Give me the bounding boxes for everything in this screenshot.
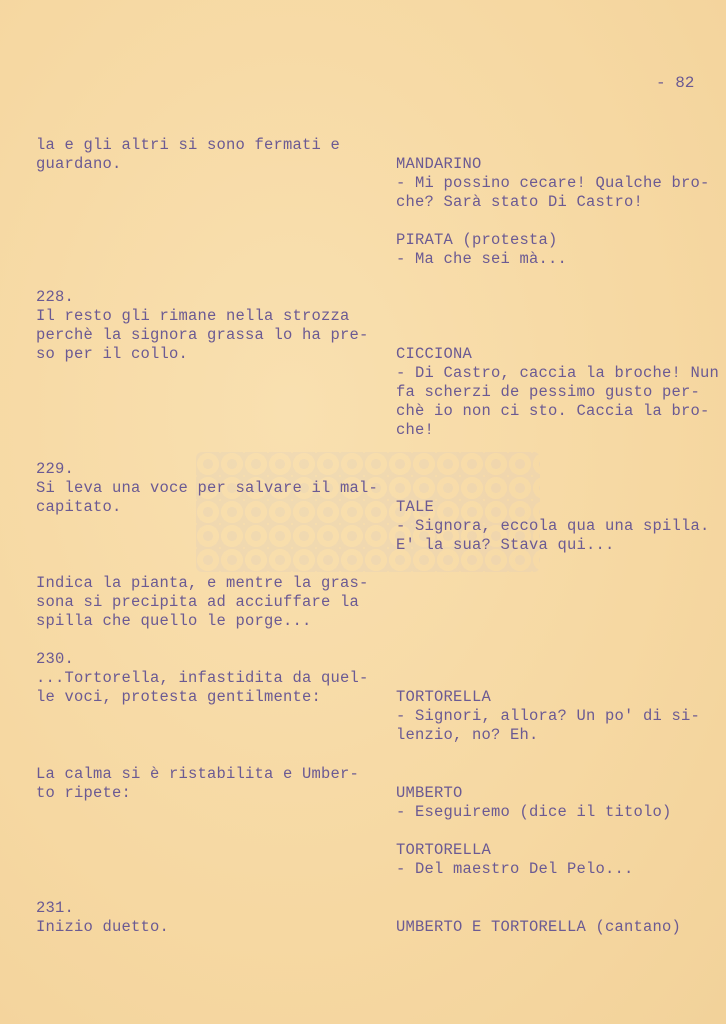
direction-line: ...Tortorella, infastidita da quel-: [36, 669, 369, 687]
character-name: TALE: [396, 498, 435, 516]
direction-line: Il resto gli rimane nella strozza: [36, 307, 350, 325]
direction-line: perchè la signora grassa lo ha pre-: [36, 326, 369, 344]
character-name: CICCIONA: [396, 345, 473, 363]
dialogue-line: - Eseguiremo (dice il titolo): [396, 803, 672, 821]
direction-line: spilla che quello le porge...: [36, 612, 312, 630]
direction-line: La calma si è ristabilita e Umber-: [36, 765, 360, 783]
dialogue-line: E' la sua? Stava qui...: [396, 536, 615, 554]
direction-line: to ripete:: [36, 784, 132, 802]
scene-number: 229.: [36, 460, 75, 478]
character-name: PIRATA (protesta): [396, 231, 558, 249]
direction-line: Indica la pianta, e mentre la gras-: [36, 574, 369, 592]
character-name: TORTORELLA: [396, 688, 492, 706]
dialogue-line: fa scherzi de pessimo gusto per-: [396, 383, 701, 401]
dialogue-line: - Mi possino cecare! Qualche bro-: [396, 174, 710, 192]
dialogue-line: chè io non ci sto. Caccia la bro-: [396, 402, 710, 420]
dialogue-line: lenzio, no? Eh.: [396, 726, 539, 744]
direction-line: so per il collo.: [36, 345, 189, 363]
dialogue-line: - Signori, allora? Un po' di si-: [396, 707, 701, 725]
character-name: MANDARINO: [396, 155, 482, 173]
scene-number: 230.: [36, 650, 75, 668]
direction-line: capitato.: [36, 498, 122, 516]
page-number: - 82: [656, 74, 695, 92]
character-name: UMBERTO: [396, 784, 463, 802]
scene-number: 228.: [36, 288, 75, 306]
dialogue-line: - Signora, eccola qua una spilla.: [396, 517, 710, 535]
direction-line: le voci, protesta gentilmente:: [36, 688, 322, 706]
direction-line: guardano.: [36, 155, 122, 173]
direction-line: Si leva una voce per salvare il mal-: [36, 479, 379, 497]
direction-line: Inizio duetto.: [36, 918, 170, 936]
dialogue-line: che!: [396, 421, 435, 439]
dialogue-line: che? Sarà stato Di Castro!: [396, 193, 644, 211]
character-name: TORTORELLA: [396, 841, 492, 859]
scene-number: 231.: [36, 899, 75, 917]
dialogue-line: - Del maestro Del Pelo...: [396, 860, 634, 878]
character-name: UMBERTO E TORTORELLA (cantano): [396, 918, 682, 936]
direction-line: la e gli altri si sono fermati e: [36, 136, 341, 154]
dialogue-line: - Ma che sei mà...: [396, 250, 568, 268]
direction-line: sona si precipita ad acciuffare la: [36, 593, 360, 611]
dialogue-line: - Di Castro, caccia la broche! Nun: [396, 364, 720, 382]
